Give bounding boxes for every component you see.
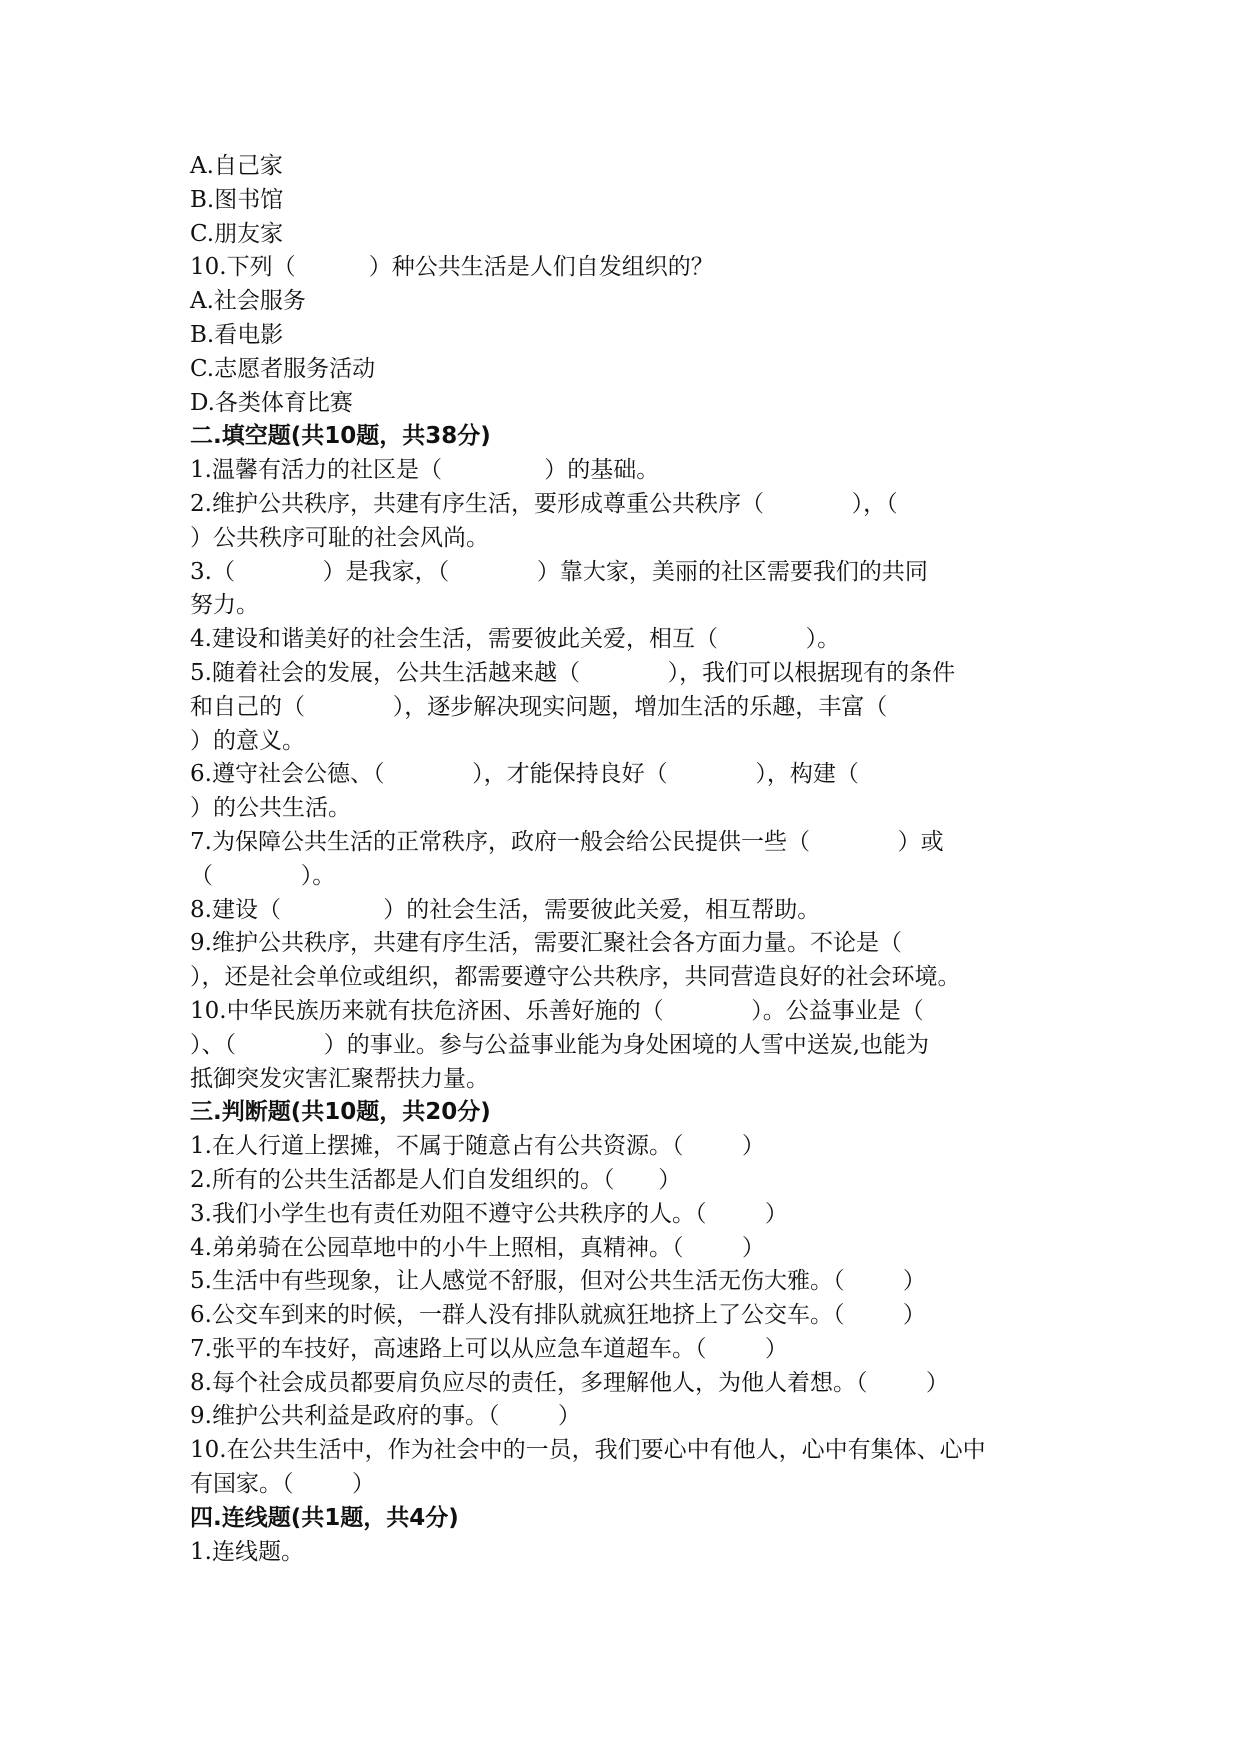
text-line: 3.（ ）是我家，（ ）靠大家，美丽的社区需要我们的共同 bbox=[190, 558, 928, 585]
text-line: 1.温馨有活力的社区是（ ）的基础。 bbox=[190, 457, 660, 484]
text-line: 2.维护公共秩序，共建有序生活，要形成尊重公共秩序（ ），（ bbox=[190, 490, 898, 517]
text-line: 6.遵守社会公德、（ ），才能保持良好（ ），构建（ bbox=[190, 761, 859, 788]
text-line: ）公共秩序可耻的社会风尚。 bbox=[190, 524, 489, 551]
text-line: 7.为保障公共生活的正常秩序，政府一般会给公民提供一些（ ）或 bbox=[190, 828, 944, 855]
text-line: （ ）。 bbox=[190, 862, 336, 889]
text-line: ）的公共生活。 bbox=[190, 795, 351, 822]
text-line: D.各类体育比赛 bbox=[190, 389, 353, 416]
text-line: A.社会服务 bbox=[190, 288, 306, 315]
text-line: 和自己的（ ），逐步解决现实问题，增加生活的乐趣，丰富（ bbox=[190, 693, 888, 720]
text-line: 8.每个社会成员都要肩负应尽的责任，多理解他人，为他人着想。（ ） bbox=[190, 1369, 949, 1396]
text-line: 努力。 bbox=[190, 592, 259, 619]
text-line: 10.中华民族历来就有扶危济困、乐善好施的（ ）。公益事业是（ bbox=[190, 997, 924, 1024]
text-line: 3.我们小学生也有责任劝阻不遵守公共秩序的人。（ ） bbox=[190, 1200, 788, 1227]
text-line: B.图书馆 bbox=[190, 186, 284, 213]
text-line: ）的意义。 bbox=[190, 727, 305, 754]
text-line: 6.公交车到来的时候，一群人没有排队就疯狂地挤上了公交车。（ ） bbox=[190, 1302, 926, 1329]
text-line: ）、（ ）的事业。参与公益事业能为身处困境的人雪中送炭,也能为 bbox=[190, 1031, 930, 1058]
text-line: 4.建设和谐美好的社会生活，需要彼此关爱，相互（ ）。 bbox=[190, 626, 841, 653]
text-line: 10.下列（ ）种公共生活是人们自发组织的？ bbox=[190, 254, 714, 281]
text-line: C.朋友家 bbox=[190, 220, 284, 247]
text-line: 9.维护公共利益是政府的事。（ ） bbox=[190, 1403, 581, 1430]
text-line: 7.张平的车技好，高速路上可以从应急车道超车。（ ） bbox=[190, 1335, 788, 1362]
text-line: 1.在人行道上摆摊，不属于随意占有公共资源。（ ） bbox=[190, 1133, 765, 1160]
text-line: 5.生活中有些现象，让人感觉不舒服，但对公共生活无伤大雅。（ ） bbox=[190, 1268, 926, 1295]
text-line: ），还是社会单位或组织，都需要遵守公共秩序，共同营造良好的社会环境。 bbox=[190, 964, 961, 991]
text-line: 9.维护公共秩序，共建有序生活，需要汇聚社会各方面力量。不论是（ bbox=[190, 930, 902, 957]
text-line: 有国家。（ ） bbox=[190, 1471, 375, 1498]
text-line: 4.弟弟骑在公园草地中的小牛上照相，真精神。（ ） bbox=[190, 1234, 765, 1261]
text-line: 8.建设（ ）的社会生活，需要彼此关爱，相互帮助。 bbox=[190, 896, 821, 923]
text-line: 抵御突发灾害汇聚帮扶力量。 bbox=[190, 1065, 489, 1092]
text-line: A.自己家 bbox=[190, 153, 283, 179]
section-heading: 二.填空题(共10题，共38分) bbox=[190, 423, 491, 450]
text-line: 1.连线题。 bbox=[190, 1538, 304, 1565]
document-page bbox=[190, 150, 1070, 1569]
text-line: 10.在公共生活中，作为社会中的一员，我们要心中有他人，心中有集体、心中 bbox=[190, 1437, 986, 1464]
section-heading: 四.连线题(共1题，共4分) bbox=[190, 1504, 459, 1531]
text-line: B.看电影 bbox=[190, 321, 284, 348]
text-line: C.志愿者服务活动 bbox=[190, 355, 376, 382]
section-heading: 三.判断题(共10题，共20分) bbox=[190, 1099, 491, 1126]
text-line: 5.随着社会的发展，公共生活越来越（ ），我们可以根据现有的条件 bbox=[190, 659, 956, 686]
text-line: 2.所有的公共生活都是人们自发组织的。（ ） bbox=[190, 1166, 682, 1193]
